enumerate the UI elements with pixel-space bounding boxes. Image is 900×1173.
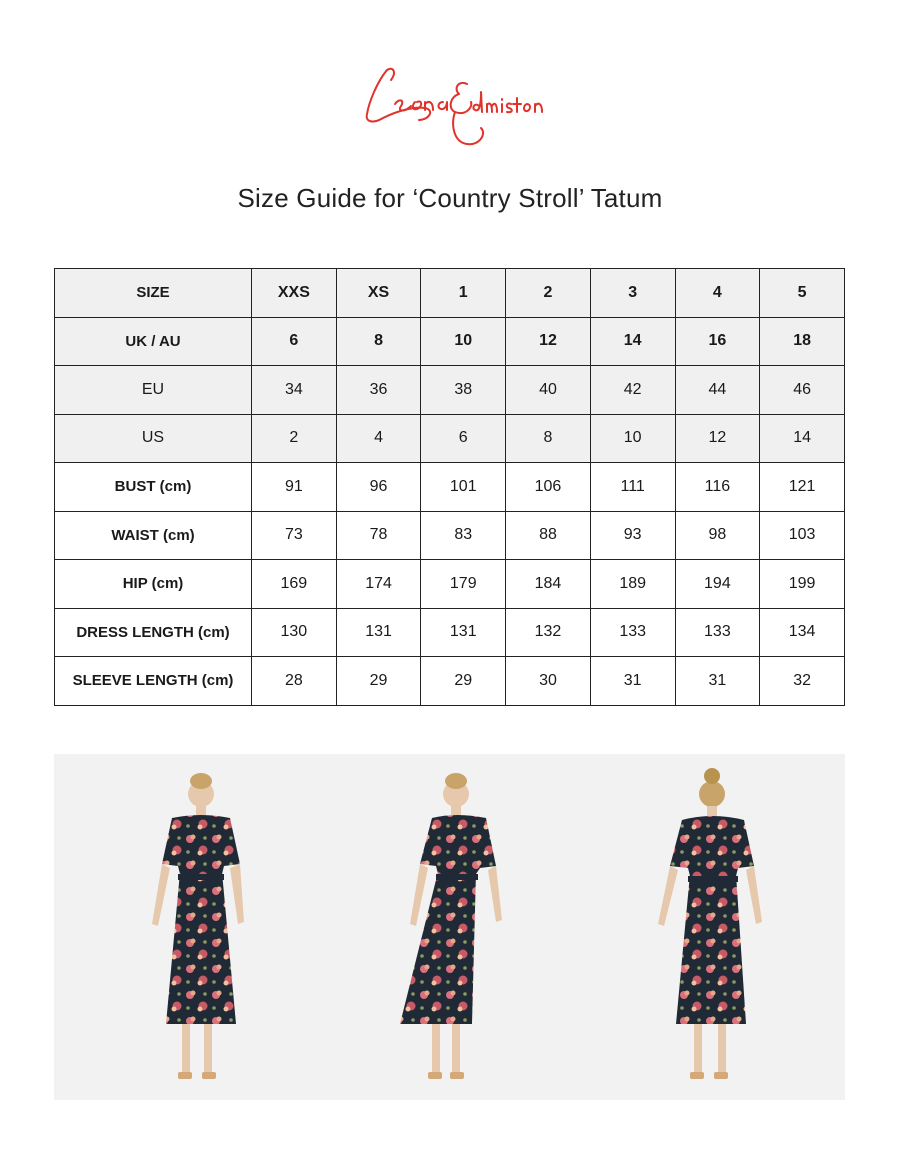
table-cell: 3 (590, 269, 675, 318)
table-cell: 133 (590, 608, 675, 657)
table-cell: 199 (760, 560, 845, 609)
table-cell: 18 (760, 317, 845, 366)
table-cell: 31 (590, 657, 675, 706)
table-cell: 42 (590, 366, 675, 415)
table-row (55, 366, 845, 415)
table-cell: 88 (506, 511, 591, 560)
table-cell: 5 (760, 269, 845, 318)
table-row (55, 317, 845, 366)
table-cell: 31 (675, 657, 760, 706)
table-cell: 29 (421, 657, 506, 706)
table-cell: 1 (421, 269, 506, 318)
table-cell: 46 (760, 366, 845, 415)
table-cell: 96 (336, 463, 421, 512)
table-cell: 38 (421, 366, 506, 415)
table-row (55, 657, 845, 706)
table-cell: 10 (590, 414, 675, 463)
table-cell: 10 (421, 317, 506, 366)
table-cell: 111 (590, 463, 675, 512)
table-cell: 36 (336, 366, 421, 415)
table-cell: 2 (252, 414, 337, 463)
table-cell: 44 (675, 366, 760, 415)
product-photo-strip (54, 754, 845, 1100)
table-cell: 98 (675, 511, 760, 560)
page-title: Size Guide for ‘Country Stroll’ Tatum (237, 183, 663, 213)
table-cell: 4 (675, 269, 760, 318)
table-cell: 106 (506, 463, 591, 512)
table-cell: 169 (252, 560, 337, 609)
table-row (55, 414, 845, 463)
model-front (54, 754, 317, 1100)
table-cell: 8 (506, 414, 591, 463)
table-cell: 14 (760, 414, 845, 463)
table-cell: 179 (421, 560, 506, 609)
table-row (55, 511, 845, 560)
table-row (55, 269, 845, 318)
size-chart-table (54, 268, 845, 706)
table-cell: 116 (675, 463, 760, 512)
product-photos (54, 754, 845, 1100)
table-cell: 91 (252, 463, 337, 512)
table-row (55, 608, 845, 657)
table-cell: 130 (252, 608, 337, 657)
table-cell: 131 (421, 608, 506, 657)
row-label: SIZE (55, 269, 252, 318)
model-side (317, 754, 581, 1100)
brand-logo-script (355, 62, 545, 152)
row-label: DRESS LENGTH (cm) (55, 608, 252, 657)
table-cell: 4 (336, 414, 421, 463)
row-label: UK / AU (55, 317, 252, 366)
table-cell: XXS (252, 269, 337, 318)
table-cell: 132 (506, 608, 591, 657)
table-cell: 29 (336, 657, 421, 706)
table-cell: 32 (760, 657, 845, 706)
table-cell: 93 (590, 511, 675, 560)
table-cell: 78 (336, 511, 421, 560)
size-chart-body (55, 269, 845, 706)
table-cell: 189 (590, 560, 675, 609)
table-cell: 73 (252, 511, 337, 560)
table-cell: 8 (336, 317, 421, 366)
table-cell: 12 (506, 317, 591, 366)
row-label: SLEEVE LENGTH (cm) (55, 657, 252, 706)
table-cell: 2 (506, 269, 591, 318)
brand-logo (355, 62, 545, 152)
row-label: BUST (cm) (55, 463, 252, 512)
table-cell: 101 (421, 463, 506, 512)
table-cell: 131 (336, 608, 421, 657)
table-cell: XS (336, 269, 421, 318)
table-cell: 83 (421, 511, 506, 560)
table-cell: 184 (506, 560, 591, 609)
row-label: EU (55, 366, 252, 415)
table-row (55, 560, 845, 609)
table-cell: 134 (760, 608, 845, 657)
row-label: HIP (cm) (55, 560, 252, 609)
row-label: WAIST (cm) (55, 511, 252, 560)
table-cell: 40 (506, 366, 591, 415)
table-cell: 14 (590, 317, 675, 366)
table-cell: 121 (760, 463, 845, 512)
row-label: US (55, 414, 252, 463)
table-cell: 12 (675, 414, 760, 463)
table-row (55, 463, 845, 512)
table-cell: 16 (675, 317, 760, 366)
table-cell: 103 (760, 511, 845, 560)
table-cell: 34 (252, 366, 337, 415)
table-cell: 174 (336, 560, 421, 609)
model-back (581, 754, 845, 1100)
table-cell: 6 (421, 414, 506, 463)
table-cell: 194 (675, 560, 760, 609)
table-cell: 6 (252, 317, 337, 366)
table-cell: 133 (675, 608, 760, 657)
table-cell: 28 (252, 657, 337, 706)
table-cell: 30 (506, 657, 591, 706)
